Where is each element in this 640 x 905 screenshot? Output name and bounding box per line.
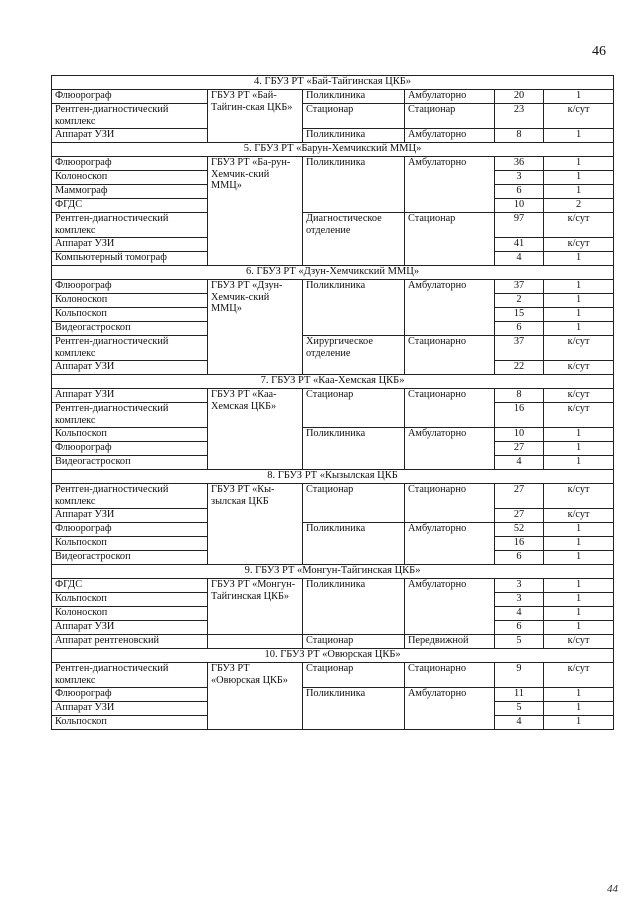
unit-cell: к/сут bbox=[544, 484, 614, 509]
department-cell: Стационар bbox=[303, 389, 405, 428]
quantity-cell: 20 bbox=[495, 90, 544, 104]
equipment-cell: ФГДС bbox=[52, 199, 208, 213]
unit-cell: 1 bbox=[544, 129, 614, 143]
quantity-cell: 11 bbox=[495, 688, 544, 702]
quantity-cell: 5 bbox=[495, 702, 544, 716]
department-cell: Поликлиника bbox=[303, 90, 405, 104]
organization-cell: ГБУЗ РТ «Монгун-Тайгинская ЦКБ» bbox=[208, 579, 303, 635]
quantity-cell: 15 bbox=[495, 308, 544, 322]
equipment-cell: Рентген-диагностический комплекс bbox=[52, 484, 208, 509]
mode-cell: Амбулаторно bbox=[405, 579, 495, 635]
unit-cell: к/сут bbox=[544, 336, 614, 361]
mode-cell: Амбулаторно bbox=[405, 129, 495, 143]
equipment-cell: Аппарат УЗИ bbox=[52, 702, 208, 716]
department-cell: Поликлиника bbox=[303, 579, 405, 635]
unit-cell: 1 bbox=[544, 702, 614, 716]
mode-cell: Стационарно bbox=[405, 484, 495, 523]
organization-cell bbox=[208, 635, 303, 649]
mode-cell: Стационарно bbox=[405, 389, 495, 428]
mode-cell: Стационар bbox=[405, 213, 495, 266]
quantity-cell: 27 bbox=[495, 484, 544, 509]
equipment-cell: Флюорограф bbox=[52, 280, 208, 294]
equipment-cell: Колоноскоп bbox=[52, 171, 208, 185]
equipment-cell: Аппарат УЗИ bbox=[52, 621, 208, 635]
equipment-cell: ФГДС bbox=[52, 579, 208, 593]
unit-cell: 1 bbox=[544, 252, 614, 266]
organization-cell: ГБУЗ РТ «Бай- Тайгин-ская ЦКБ» bbox=[208, 90, 303, 143]
quantity-cell: 27 bbox=[495, 442, 544, 456]
unit-cell: 1 bbox=[544, 90, 614, 104]
equipment-cell: Флюорограф bbox=[52, 688, 208, 702]
quantity-cell: 5 bbox=[495, 635, 544, 649]
equipment-cell: Кольпоскоп bbox=[52, 593, 208, 607]
unit-cell: к/сут bbox=[544, 635, 614, 649]
quantity-cell: 4 bbox=[495, 456, 544, 470]
equipment-cell: Рентген-диагностический комплекс bbox=[52, 213, 208, 238]
equipment-cell: Рентген-диагностический комплекс bbox=[52, 663, 208, 688]
quantity-cell: 6 bbox=[495, 322, 544, 336]
organization-cell: ГБУЗ РТ «Каа-Хемская ЦКБ» bbox=[208, 389, 303, 470]
unit-cell: 1 bbox=[544, 607, 614, 621]
organization-cell: ГБУЗ РТ «Ба-рун- Хемчик-ский ММЦ» bbox=[208, 157, 303, 266]
unit-cell: 1 bbox=[544, 688, 614, 702]
unit-cell: 1 bbox=[544, 294, 614, 308]
unit-cell: к/сут bbox=[544, 104, 614, 129]
department-cell: Поликлиника bbox=[303, 157, 405, 213]
equipment-cell: Видеогастроскоп bbox=[52, 551, 208, 565]
equipment-cell: Рентген-диагностический комплекс bbox=[52, 104, 208, 129]
unit-cell: к/сут bbox=[544, 663, 614, 688]
unit-cell: 1 bbox=[544, 551, 614, 565]
quantity-cell: 36 bbox=[495, 157, 544, 171]
unit-cell: 1 bbox=[544, 157, 614, 171]
quantity-cell: 6 bbox=[495, 551, 544, 565]
quantity-cell: 3 bbox=[495, 593, 544, 607]
mode-cell: Стационар bbox=[405, 104, 495, 129]
mode-cell: Амбулаторно bbox=[405, 90, 495, 104]
unit-cell: 1 bbox=[544, 716, 614, 730]
department-cell: Стационар bbox=[303, 484, 405, 523]
organization-cell: ГБУЗ РТ «Дзун-Хемчик-ский ММЦ» bbox=[208, 280, 303, 375]
equipment-cell: Рентген-диагностический комплекс bbox=[52, 403, 208, 428]
quantity-cell: 9 bbox=[495, 663, 544, 688]
department-cell: Стационар bbox=[303, 635, 405, 649]
unit-cell: 1 bbox=[544, 593, 614, 607]
unit-cell: 1 bbox=[544, 523, 614, 537]
unit-cell: к/сут bbox=[544, 403, 614, 428]
organization-cell: ГБУЗ РТ «Кы-зылская ЦКБ bbox=[208, 484, 303, 565]
quantity-cell: 4 bbox=[495, 252, 544, 266]
organization-cell: ГБУЗ РТ «Овюрская ЦКБ» bbox=[208, 663, 303, 730]
quantity-cell: 6 bbox=[495, 621, 544, 635]
unit-cell: к/сут bbox=[544, 389, 614, 403]
quantity-cell: 2 bbox=[495, 294, 544, 308]
quantity-cell: 37 bbox=[495, 280, 544, 294]
equipment-cell: Колоноскоп bbox=[52, 607, 208, 621]
quantity-cell: 3 bbox=[495, 171, 544, 185]
department-cell: Хирургическое отделение bbox=[303, 336, 405, 375]
equipment-cell: Флюорограф bbox=[52, 442, 208, 456]
department-cell: Поликлиника bbox=[303, 280, 405, 336]
equipment-cell: Флюорограф bbox=[52, 523, 208, 537]
unit-cell: 1 bbox=[544, 171, 614, 185]
department-cell: Поликлиника bbox=[303, 428, 405, 470]
mode-cell: Стационарно bbox=[405, 336, 495, 375]
mode-cell: Передвижной bbox=[405, 635, 495, 649]
unit-cell: 1 bbox=[544, 280, 614, 294]
unit-cell: 1 bbox=[544, 428, 614, 442]
quantity-cell: 3 bbox=[495, 579, 544, 593]
unit-cell: 1 bbox=[544, 621, 614, 635]
equipment-cell: Компьютерный томограф bbox=[52, 252, 208, 266]
unit-cell: к/сут bbox=[544, 361, 614, 375]
quantity-cell: 6 bbox=[495, 185, 544, 199]
equipment-cell: Рентген-диагностический комплекс bbox=[52, 336, 208, 361]
equipment-cell: Колоноскоп bbox=[52, 294, 208, 308]
department-cell: Стационар bbox=[303, 663, 405, 688]
equipment-cell: Аппарат УЗИ bbox=[52, 238, 208, 252]
section-title: 6. ГБУЗ РТ «Дзун-Хемчикский ММЦ» bbox=[52, 266, 614, 280]
mode-cell: Амбулаторно bbox=[405, 428, 495, 470]
unit-cell: 1 bbox=[544, 322, 614, 336]
quantity-cell: 37 bbox=[495, 336, 544, 361]
section-title: 9. ГБУЗ РТ «Монгун-Тайгинская ЦКБ» bbox=[52, 565, 614, 579]
unit-cell: 2 bbox=[544, 199, 614, 213]
mode-cell: Амбулаторно bbox=[405, 688, 495, 730]
mode-cell: Амбулаторно bbox=[405, 523, 495, 565]
equipment-cell: Маммограф bbox=[52, 185, 208, 199]
equipment-cell: Аппарат УЗИ bbox=[52, 361, 208, 375]
quantity-cell: 23 bbox=[495, 104, 544, 129]
unit-cell: 1 bbox=[544, 185, 614, 199]
unit-cell: 1 bbox=[544, 442, 614, 456]
quantity-cell: 8 bbox=[495, 389, 544, 403]
equipment-cell: Видеогастроскоп bbox=[52, 456, 208, 470]
mode-cell: Амбулаторно bbox=[405, 157, 495, 213]
unit-cell: к/сут bbox=[544, 509, 614, 523]
handwritten-page-mark: 44 bbox=[607, 883, 618, 895]
unit-cell: к/сут bbox=[544, 213, 614, 238]
quantity-cell: 4 bbox=[495, 607, 544, 621]
mode-cell: Амбулаторно bbox=[405, 280, 495, 336]
section-title: 5. ГБУЗ РТ «Барун-Хемчикский ММЦ» bbox=[52, 143, 614, 157]
quantity-cell: 41 bbox=[495, 238, 544, 252]
equipment-cell: Видеогастроскоп bbox=[52, 322, 208, 336]
department-cell: Поликлиника bbox=[303, 523, 405, 565]
department-cell: Поликлиника bbox=[303, 129, 405, 143]
quantity-cell: 4 bbox=[495, 716, 544, 730]
department-cell: Стационар bbox=[303, 104, 405, 129]
mode-cell: Стационарно bbox=[405, 663, 495, 688]
equipment-cell: Кольпоскоп bbox=[52, 716, 208, 730]
equipment-cell: Аппарат рентгеновский bbox=[52, 635, 208, 649]
section-title: 4. ГБУЗ РТ «Бай-Тайгинская ЦКБ» bbox=[52, 76, 614, 90]
quantity-cell: 8 bbox=[495, 129, 544, 143]
unit-cell: 1 bbox=[544, 456, 614, 470]
unit-cell: 1 bbox=[544, 579, 614, 593]
quantity-cell: 52 bbox=[495, 523, 544, 537]
department-cell: Поликлиника bbox=[303, 688, 405, 730]
equipment-cell: Кольпоскоп bbox=[52, 428, 208, 442]
page-number: 46 bbox=[592, 44, 606, 59]
quantity-cell: 16 bbox=[495, 537, 544, 551]
equipment-cell: Аппарат УЗИ bbox=[52, 129, 208, 143]
equipment-cell: Флюорограф bbox=[52, 90, 208, 104]
quantity-cell: 97 bbox=[495, 213, 544, 238]
quantity-cell: 16 bbox=[495, 403, 544, 428]
quantity-cell: 27 bbox=[495, 509, 544, 523]
equipment-table bbox=[51, 75, 614, 730]
quantity-cell: 10 bbox=[495, 428, 544, 442]
quantity-cell: 22 bbox=[495, 361, 544, 375]
equipment-cell: Аппарат УЗИ bbox=[52, 509, 208, 523]
quantity-cell: 10 bbox=[495, 199, 544, 213]
equipment-cell: Флюорограф bbox=[52, 157, 208, 171]
equipment-cell: Кольпоскоп bbox=[52, 537, 208, 551]
unit-cell: 1 bbox=[544, 308, 614, 322]
equipment-cell: Аппарат УЗИ bbox=[52, 389, 208, 403]
unit-cell: 1 bbox=[544, 537, 614, 551]
section-title: 10. ГБУЗ РТ «Овюрская ЦКБ» bbox=[52, 649, 614, 663]
unit-cell: к/сут bbox=[544, 238, 614, 252]
section-title: 7. ГБУЗ РТ «Каа-Хемская ЦКБ» bbox=[52, 375, 614, 389]
department-cell: Диагностическое отделение bbox=[303, 213, 405, 266]
equipment-cell: Кольпоскоп bbox=[52, 308, 208, 322]
section-title: 8. ГБУЗ РТ «Кызылская ЦКБ bbox=[52, 470, 614, 484]
